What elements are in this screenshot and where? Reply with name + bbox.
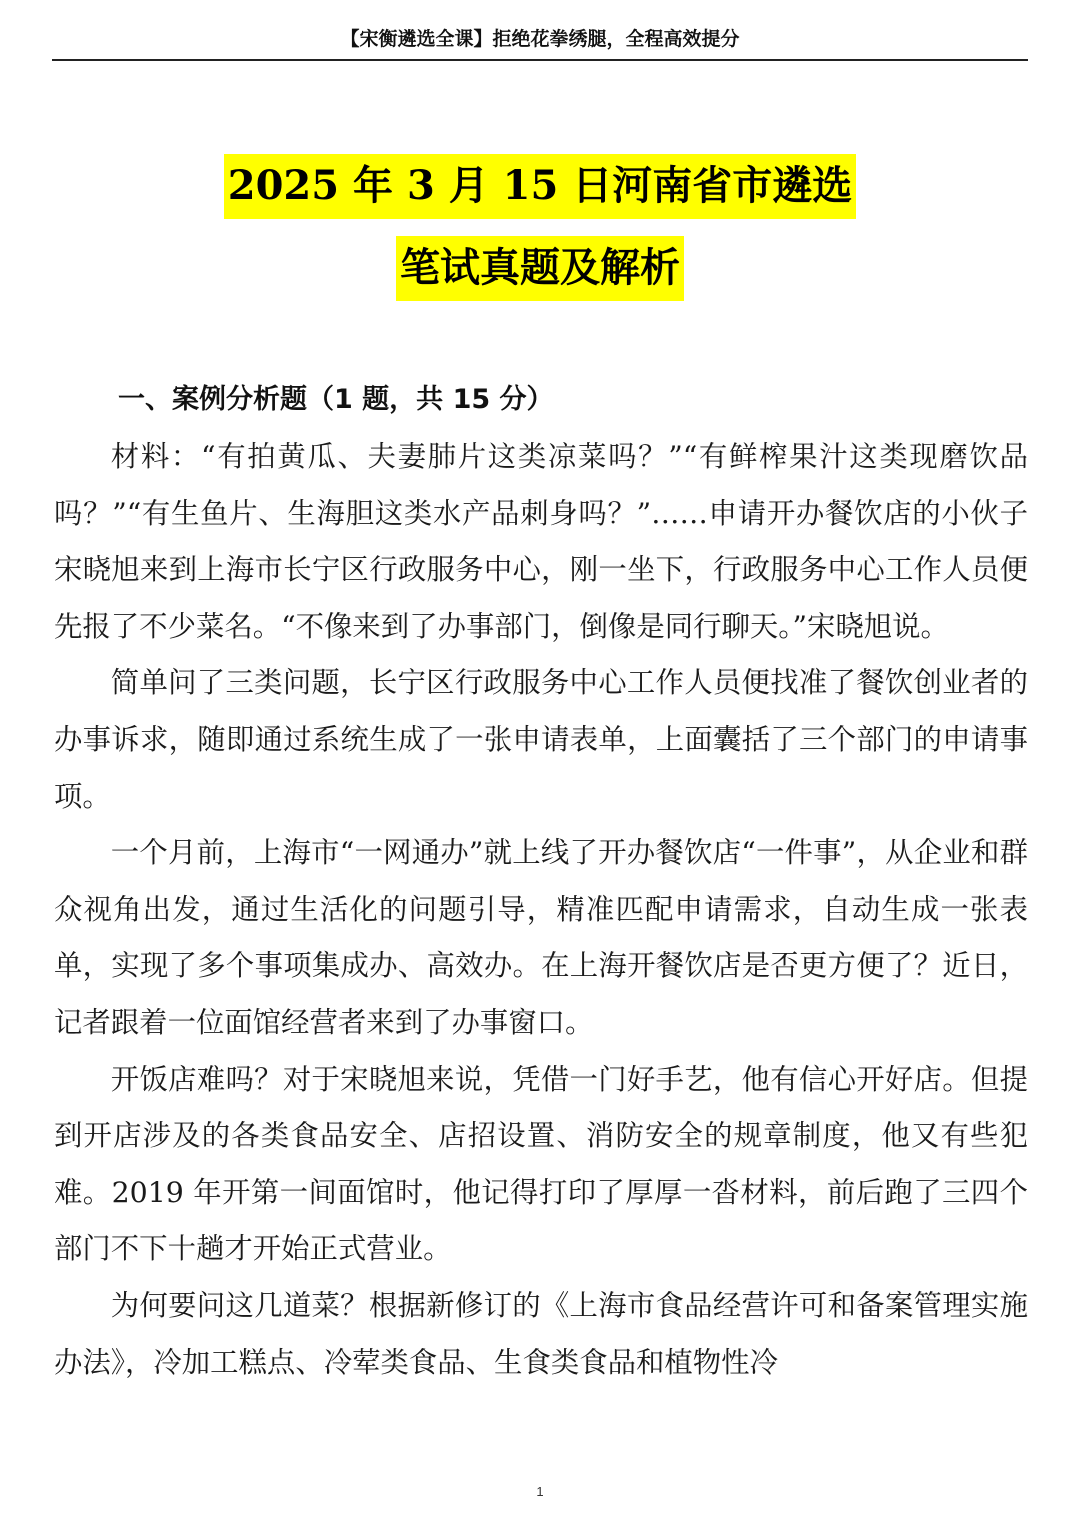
paragraph: 材料：“有拍黄瓜、夫妻肺片这类凉菜吗？”“有鲜榨果汁这类现磨饮品吗？”“有生鱼片、生海胆这类水产品刺身吗？”……申请开办餐饮店的小伙子宋晓旭来到上海市长宁区行政服务中心，刚一坐下，行政服务中心工作人员便先报了不少菜名。“不像来到了办事部门，倒像是同行聊天。”宋晓旭说。 <box>54 440 1028 643</box>
paragraph: 为何要问这几道菜？根据新修订的《上海市食品经营许可和备案管理实施办法》，冷加工糕点、冷荤类食品、生食类食品和植物性冷 <box>54 1288 1028 1379</box>
paragraph: 简单问了三类问题，长宁区行政服务中心工作人员便找准了餐饮创业者的办事诉求，随即通过系统生成了一张申请表单，上面囊括了三个部门的申请事项。 <box>54 666 1028 813</box>
paragraph: 一个月前，上海市“一网通办”就上线了开办餐饮店“一件事”，从企业和群众视角出发，通过生活化的问题引导，精准匹配申请需求，自动生成一张表单，实现了多个事项集成办、高效办。在上海开餐饮店是否更方便了？近日，记者跟着一位面馆经营者来到了办事窗口。 <box>54 836 1028 1039</box>
body-text <box>54 429 1028 1391</box>
title-highlight-2: 笔试真题及解析 <box>396 236 684 301</box>
header-divider <box>52 59 1028 61</box>
paragraph: 开饭店难吗？对于宋晓旭来说，凭借一门好手艺，他有信心开好店。但提到开店涉及的各类食品安全、店招设置、消防安全的规章制度，他又有些犯难。2019 年开第一间面馆时，他记得打印了厚厚一沓材料，前后跑了三四个部门不下十趟才开始正式营业。 <box>54 1062 1028 1266</box>
document-title-line-1 <box>0 150 1080 222</box>
title-highlight-1: 2025 年 3 月 15 日河南省市遴选 <box>224 154 856 219</box>
section-heading: 一、案例分析题（1 题，共 15 分） <box>118 384 554 415</box>
page-header: 【宋衡遴选全课】拒绝花拳绣腿，全程高效提分 <box>340 28 740 50</box>
page-number: 1 <box>536 1484 544 1499</box>
document-title-line-2 <box>0 232 1080 304</box>
